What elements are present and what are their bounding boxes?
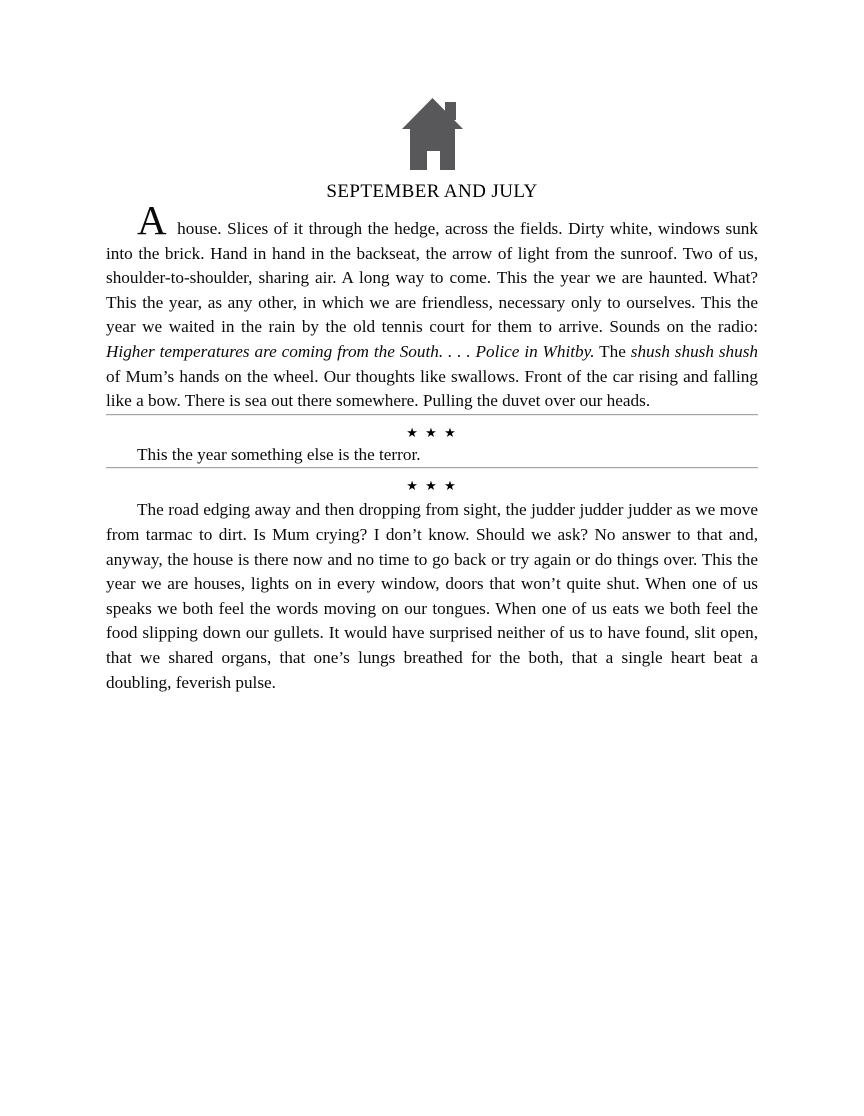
drop-cap: A xyxy=(137,197,168,243)
star-separator: ★ ★ ★ xyxy=(406,424,458,440)
paragraph-1-italic-segment: shush shush shush xyxy=(630,341,758,361)
paragraph-1-italic-segment: Higher temperatures are coming from the South. . . . Police in Whitby. xyxy=(106,341,595,361)
paragraph-1-segment: The xyxy=(594,341,631,361)
interlude-line: This the year something else is the terror. xyxy=(137,444,421,464)
paragraph-1-segment: house. Slices of it through the hedge, across the fields. Dirty white, windows sunk into the brick. Hand in hand in the backseat, the arrow of light from the sunroof. Two of us, shoulder-to-shoulder, sharing air. A long way to come. This the year we are haunted. What? This the year, as any other, in which we are friendless, necessary only to ourselves. This the year we waited in the rain by the old tennis court for them to arrive. Sounds on the radio: xyxy=(106,219,758,337)
section-divider xyxy=(106,467,758,469)
paragraph-2: The road edging away and then dropping from sight, the judder judder judder as we move from tarmac to dirt. Is Mum crying? I don’t know. Should we ask? No answer to that and, anyway, the house is there now and no time to go back or try again or do things over. This the year we are houses, lights on in every window, doors that won’t quite shut. When one of us speaks we both feel the words moving on our tongues. When one of us eats we both feel the food slipping down our gullets. It would have surprised neither of us to have found, slit open, that we shared organs, that one’s lungs breathed for the both, that a single heart beat a doubling, feverish pulse. xyxy=(106,500,758,692)
section-divider xyxy=(106,414,758,416)
chapter-heading xyxy=(106,98,758,204)
chapter-title: SEPTEMBER AND JULY xyxy=(326,181,538,202)
paragraph-1-segment: of Mum’s hands on the wheel. Our thoughts like swallows. Front of the car rising and falling like a bow. There is sea out there somewhere. Pulling the duvet over our heads. xyxy=(106,366,758,411)
paragraph-1 xyxy=(106,197,758,414)
star-separator: ★ ★ ★ xyxy=(406,478,458,494)
house-icon xyxy=(400,98,465,170)
book-page xyxy=(106,0,758,695)
